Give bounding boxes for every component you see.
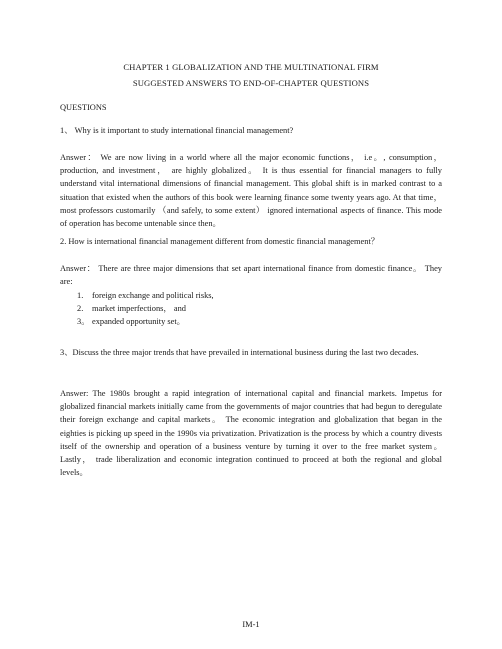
answer-2-list: [77, 289, 437, 329]
list-item-number: 1.: [77, 291, 84, 300]
page-number: IM-1: [242, 620, 260, 629]
list-item-text: market imperfections， and: [92, 304, 186, 314]
list-item-text: foreign exchange and political risks,: [92, 291, 214, 300]
list-item-number: 3。: [77, 317, 90, 327]
list-item-number: 2.: [77, 304, 84, 314]
list-item: [77, 302, 437, 315]
answer-3: Answer: The 1980s brought a rapid integration of international capital and financial markets. Impetus for globalized financial markets initially came from the governments of major countries that had begun to deregulate their foreign exchange and capital markets。 The economic integration and globalization that began in the eighties is picking up speed in the 1990s via privatization. Privatization is the process by which a country divests itself of the ownership and operation of a business venture by turning it over to the free market system。 Lastly， trade liberalization and economic integration continued to proceed at both the regional and global levels。: [60, 389, 442, 478]
answer-1: Answer： We are now living in a world where all the major economic functions， i.e。, consumption， production, and investment， are highly globalized。 It is thus essential for financial managers to fully understand vital international dimensions of financial management. This global shift is in marked contrast to a situation that existed when the authors of this book were learning finance some twenty years ago. At that time， most professors customarily （and safely, to some extent） ignored international aspects of finance. This mode of operation has become untenable since then。: [60, 153, 442, 229]
answer-2-intro: Answer： There are three major dimensions that set apart international finance from domestic finance。 They are:: [60, 264, 442, 287]
chapter-title: CHAPTER 1 GLOBALIZATION AND THE MULTINATIONAL FIRM: [123, 62, 379, 72]
chapter-subtitle: SUGGESTED ANSWERS TO END-OF-CHAPTER QUESTIONS: [132, 78, 370, 88]
question-1: 1、 Why is it important to study international financial management?: [60, 126, 294, 135]
question-2: 2. How is international financial management different from domestic financial management？: [60, 237, 380, 246]
list-item: [77, 315, 437, 328]
list-item-text: expanded opportunity set。: [92, 317, 186, 327]
question-3: 3、Discuss the three major trends that have prevailed in international business during the last two decades.: [60, 348, 419, 357]
list-item: [77, 289, 437, 302]
section-heading: QUESTIONS: [60, 103, 107, 112]
